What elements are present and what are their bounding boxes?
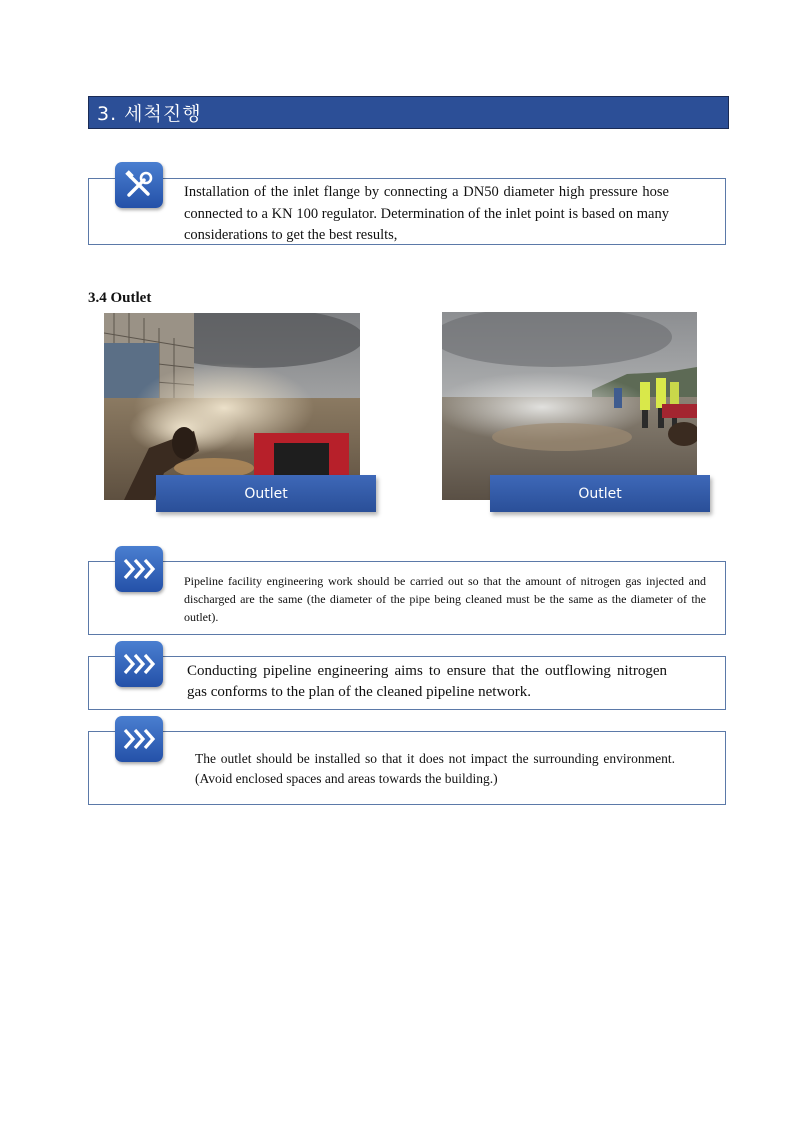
section-header-bar bbox=[88, 96, 729, 129]
outlet-caption-left: Outlet bbox=[156, 475, 376, 512]
section-title: 3. 세척진행 bbox=[97, 103, 202, 125]
note-text-3: The outlet should be installed so that it does not impact the surrounding environment. (Avoid enclosed spaces and areas towards the building.) bbox=[195, 751, 675, 786]
outlet-photo-left bbox=[104, 313, 360, 500]
note-text-2: Conducting pipeline engineering aims to ensure that the outflowing nitrogen gas conforms to the plan of the cleaned pipeline network. bbox=[187, 663, 667, 700]
note-box-1 bbox=[88, 561, 726, 635]
chevrons-right-icon bbox=[115, 546, 163, 592]
note-text-1: Pipeline facility engineering work should be carried out so that the amount of nitrogen gas injected and discharged are the same (the diameter of the pipe being cleaned must be the same as the diameter of the outlet). bbox=[184, 574, 706, 624]
outlet-caption-right: Outlet bbox=[490, 475, 710, 512]
note-box-2 bbox=[88, 656, 726, 710]
outlet-photo-right bbox=[442, 312, 697, 500]
intro-text: Installation of the inlet flange by connecting a DN50 diameter high pressure hose connected to a KN 100 regulator. Determination of the inlet point is based on many considerations to get the best results, bbox=[184, 184, 669, 243]
chevrons-right-icon bbox=[115, 716, 163, 762]
section-heading: 3.4 Outlet bbox=[88, 290, 152, 306]
intro-box bbox=[88, 178, 726, 245]
tools-icon bbox=[115, 162, 163, 208]
chevrons-right-icon bbox=[115, 641, 163, 687]
note-box-3 bbox=[88, 731, 726, 805]
